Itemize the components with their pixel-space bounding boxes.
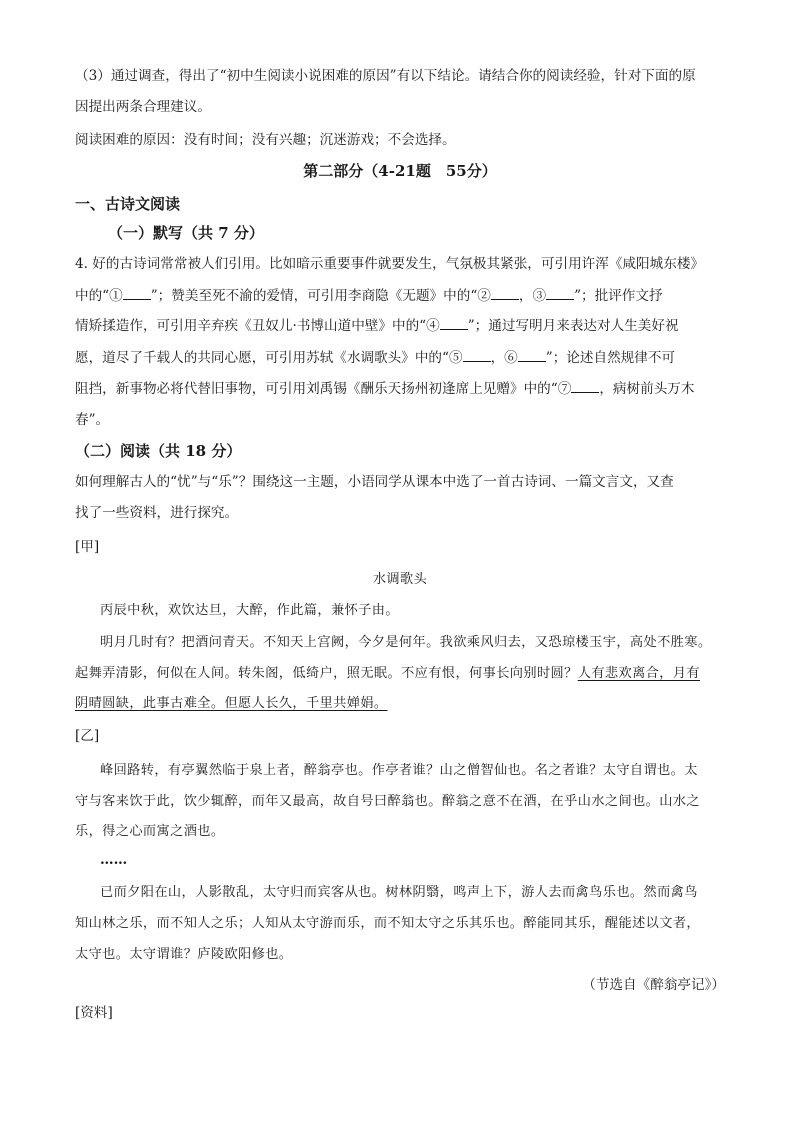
q4-text: 情矫揉造作，可引用辛弃疾《丑奴儿·书博山道中壁》中的“④ [75, 318, 440, 334]
answer-blank-2[interactable] [491, 285, 519, 300]
q4-text: 中的“① [75, 288, 123, 304]
essay-line2: 守与客来饮于此，饮少辄醉，而年又最高，故自号曰醉翁也。醉翁之意不在酒，在乎山水之间也。山水之 [75, 794, 701, 809]
answer-blank-4[interactable] [440, 315, 468, 330]
q4-text: 阻挡，新事物必将代替旧事物，可引用刘禹锡《酬乐天扬州初逢席上见赠》中的“⑦ [75, 381, 572, 397]
q4-line6: 春”。 [75, 412, 110, 428]
essay-line5: 知山林之乐，而不知人之乐；人知从太守游而乐，而不知太守之乐其乐也。醉能同其乐，醒能述以文者， [75, 916, 701, 931]
intro-line2: 找了一些资料，进行探究。 [75, 505, 239, 521]
sub2-title: （二）阅读（共 18 分） [75, 442, 242, 460]
answer-blank-1[interactable] [123, 285, 151, 300]
q3-reasons: 阅读困难的原因：没有时间；没有兴趣；沉迷游戏；不会选择。 [75, 132, 456, 148]
q3-line1: （3）通过调查，得出了“初中生阅读小说困难的原因”有以下结论。请结合你的阅读经验，针对下面的原 [75, 68, 696, 84]
q4-text: ”；论述自然规律不可 [545, 350, 676, 366]
sub1-title: （一）默写（共 7 分） [108, 224, 264, 242]
yi-label: [乙] [75, 728, 100, 744]
essay-ellipsis: …… [100, 852, 128, 868]
q4-text: ，病树前头万木 [599, 381, 695, 397]
essay-source: （节选自《醉翁亭记》） [582, 977, 725, 993]
poem-title: 水调歌头 [372, 572, 428, 587]
q4-line2 [75, 282, 725, 311]
answer-blank-5[interactable] [463, 347, 491, 362]
essay-line6: 太守也。太守谓谁？庐陵欧阳修也。 [75, 947, 293, 962]
essay-line4: 已而夕阳在山，人影散乱，太守归而宾客从也。树林阴翳，鸣声上下，游人去而禽鸟乐也。然而禽鸟 [100, 885, 698, 900]
answer-blank-6[interactable] [518, 347, 546, 362]
q4-line3 [75, 312, 725, 341]
essay-line1: 峰回路转，有亭翼然临于泉上者，醉翁亭也。作亭者谁？山之僧智仙也。名之者谁？太守自谓也。太 [100, 763, 698, 778]
q4-text: ”；批评作文抒 [574, 288, 663, 304]
q4-text: ，③ [518, 288, 547, 304]
answer-blank-7[interactable] [571, 378, 599, 393]
q3-line2: 因提出两条合理建议。 [75, 99, 211, 115]
q4-line4 [75, 344, 725, 373]
q4-line1: 4. 好的古诗词常常被人们引用。比如暗示重要事件就要发生，气氛极其紧张，可引用许浑《咸阳城东楼》 [75, 256, 705, 272]
jia-label: [甲] [75, 539, 100, 555]
poem-line1: 明月几时有？把酒问青天。不知天上宫阙，今夕是何年。我欲乘风归去，又恐琼楼玉宇，高处不胜寒。 [100, 635, 712, 650]
poem-text: 起舞弄清影，何似在人间。转朱阁，低绮户，照无眠。不应有恨，何事长向别时圆？ [75, 666, 578, 681]
poem-preface: 丙辰中秋，欢饮达旦，大醉，作此篇，兼怀子由。 [100, 603, 399, 618]
answer-blank-3[interactable] [546, 285, 574, 300]
q4-line5 [75, 375, 725, 404]
ziliao-label: [资料] [75, 1005, 113, 1021]
q4-text: ，⑥ [490, 350, 518, 366]
essay-line3: 乐，得之心而寓之酒也。 [75, 824, 225, 839]
q4-text: ”；赞美至死不渝的爱情，可引用李商隐《无题》中的“② [150, 288, 491, 304]
part2-title: 第二部分（4-21题 55分） [303, 162, 497, 180]
poem-line2 [75, 659, 725, 688]
q4-text: ”；通过写明月来表达对人生美好祝 [467, 318, 679, 334]
q4-text: 愿，道尽了千载人的共同心愿，可引用苏轼《水调歌头》中的“⑤ [75, 350, 463, 366]
intro-line1: 如何理解古人的“忧”与“乐”？围绕这一主题，小语同学从课本中选了一首古诗词、一篇文言文，又查 [75, 474, 674, 490]
poem-line3: 阴晴圆缺，此事古难全。但愿人长久，千里共婵娟。 [75, 696, 388, 711]
section1-title: 一、古诗文阅读 [75, 195, 181, 213]
poem-underlined-text: 人有悲欢离合，月有 [577, 666, 701, 681]
